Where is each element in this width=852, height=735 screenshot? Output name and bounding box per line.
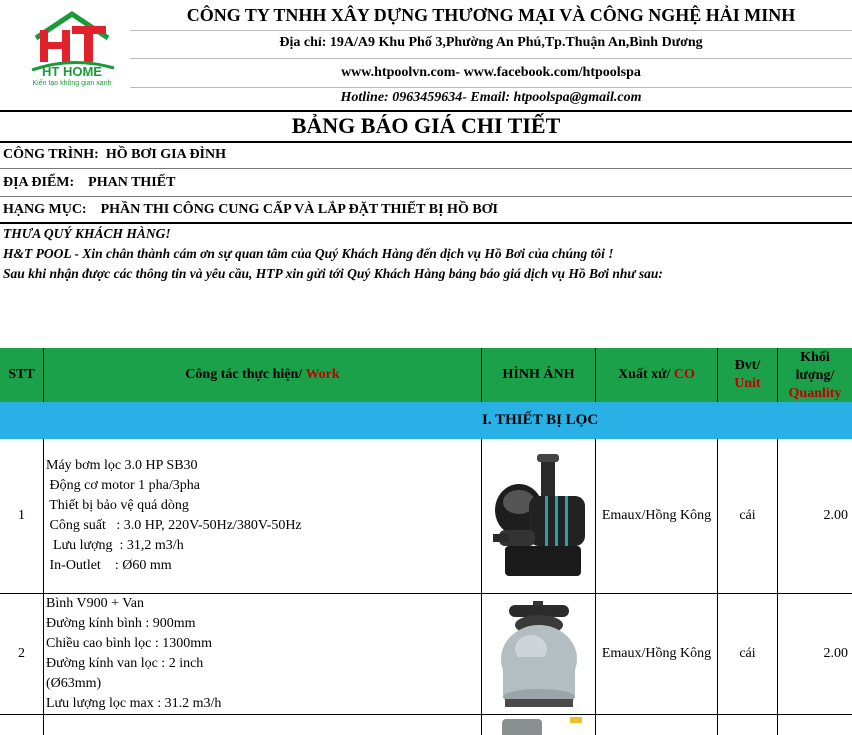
section-title: I. THIẾT BỊ LỌC [482,412,599,428]
row1-origin: Emaux/Hồng Kông [596,439,718,594]
row3-image-cell [482,715,596,735]
project-value: HỒ BƠI GIA ĐÌNH [105,147,227,162]
row2-desc-cell [44,594,482,715]
company-hotline: Hotline: 0963459634- Email: htpoolspa@gmail.com [340,90,642,105]
project-field [3,147,226,163]
category-value: PHẦN THI CÔNG CUNG CẤP VÀ LẮP ĐẶT THIẾT BỊ HỒ BƠI [100,202,499,217]
row2-desc: Bình V900 + Van Đường kính bình : 900mm Chiều cao bình lọc : 1300mm Đường kính van lọc : 2 inch (Ø63mm) Lưu lượng lọc max : 31.2 m3/h [46,596,222,711]
company-website: www.htpoolvn.com- www.facebook.com/htpoolspa [341,65,641,80]
row2-unit: cái [718,594,778,715]
quote-title: BẢNG BÁO GIÁ CHI TIẾT [291,113,561,138]
row3-image-thumb [502,719,542,735]
project-label: CÔNG TRÌNH: [3,147,106,162]
greeting-thanks: H&T POOL - Xin chân thành cám ơn sự quan tâm của Quý Khách Hàng đến dịch vụ Hồ Bơi của chúng tôi ! [3,246,614,261]
col-header-origin: Xuất xứ/ CO [596,348,718,402]
row3-desc-cell [44,715,482,735]
row1-desc: Máy bơm lọc 3.0 HP SB30 Động cơ motor 1 pha/3pha Thiết bị bảo vệ quá dòng Công suất : 3.0 HP, 220V-50Hz/380V-50Hz Lưu lượng : 31,2 m3/h In-Outlet : Ø60 mm [46,458,302,573]
logo-brand: HT HOME [42,64,102,79]
logo-tagline: Kiến tạo không gian xanh [32,80,112,87]
location-field [3,175,175,191]
company-address: Địa chỉ: 19A/A9 Khu Phố 3,Phường An Phú,Tp.Thuận An,Bình Dương [279,35,703,50]
location-label: ĐỊA ĐIỂM: [3,175,89,190]
row1-qty: 2.00 [778,439,852,594]
row2-qty: 2.00 [778,594,852,715]
greeting-intro: Sau khi nhận được các thông tin và yêu cầu, HTP xin gửi tới Quý Khách Hàng bảng báo giá dịch vụ Hồ Bơi như sau: [3,266,663,281]
greeting-salutation: THƯA QUÝ KHÁCH HÀNG! [3,226,171,241]
row2-origin: Emaux/Hồng Kông [596,594,718,715]
col-header-stt: STT [0,348,44,402]
category-label: HẠNG MỤC: [3,202,101,217]
row2-image-cell [482,594,596,715]
category-field [3,202,498,218]
row1-image-cell [482,439,596,594]
col-header-image: HÌNH ẢNH [482,348,596,402]
row2-stt: 2 [0,594,44,715]
row1-desc-cell [44,439,482,594]
location-value: PHAN THIẾT [88,175,176,190]
row3-unit [718,715,778,735]
row3-origin [596,715,718,735]
company-logo [22,8,122,94]
sand-filter-image-icon [489,597,589,712]
pump-image-icon [489,444,589,589]
row3-stt [0,715,44,735]
col-header-work: Công tác thực hiện/ Work [44,348,482,402]
company-name: CÔNG TY TNHH XÂY DỰNG THƯƠNG MẠI VÀ CÔNG NGHỆ HẢI MINH [186,5,796,25]
section-band [0,402,852,439]
row1-stt: 1 [0,439,44,594]
col-header-qty: Khối lượng/ Quanlity [778,348,852,402]
row3-image-tag [570,717,582,723]
col-header-unit: Đvt/ Unit [718,348,778,402]
row1-unit: cái [718,439,778,594]
